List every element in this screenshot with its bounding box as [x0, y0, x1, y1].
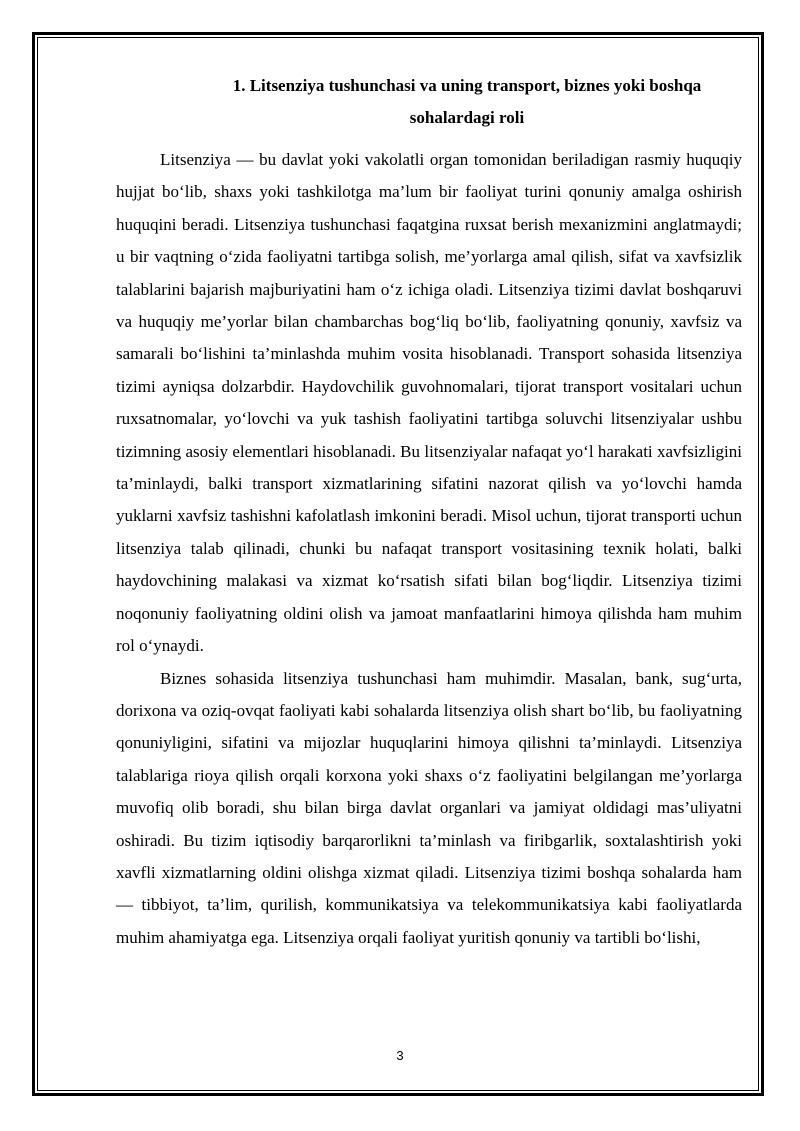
paragraph-business: Biznes sohasida litsenziya tushunchasi ham muhimdir. Masalan, bank, sug‘urta, dorixona va oziq-ovqat faoliyati kabi sohalarda litsenziya olish shart bo‘lib, bu faoliyatning qonuniyligini, sifatini va mijozlar huquqlarini himoya qilishni ta’minlaydi. Litsenziya talablariga rioya qilish orqali korxona yoki shaxs o‘z faoliyatini belgilangan me’yorlarga muvofiq olib boradi, shu bilan birga davlat organlari va jamiyat oldidagi mas’uliyatni oshiradi. Bu tizim iqtisodiy barqarorlikni ta’minlash va firibgarlik, soxtalashtirish yoki xavfli xizmatlarning oldini olishga xizmat qiladi. Litsenziya tizimi boshqa sohalarda ham — tibbiyot, ta’lim, qurilish, kommunikatsiya va telekommunikatsiya kabi faoliyatlarda muhim ahamiyatga ega. Litsenziya orqali faoliyat yuritish qonuniy va tartibli bo‘lishi, — [116, 668, 742, 947]
paragraph-transport: Litsenziya — bu davlat yoki vakolatli organ tomonidan beriladigan rasmiy huquqiy hujjat bo‘lib, shaxs yoki tashkilotga ma’lum bir faoliyat turini qonuniy amalga oshirish huquqini beradi. Litsenziya tushunchasi faqatgina ruxsat berish mexanizmini anglatmaydi; u bir vaqtning o‘zida faoliyatni tartibga solish, me’yorlarga amal qilish, sifat va xavfsizlik talablarini bajarish majburiyatini ham o‘z ichiga oladi. Litsenziya tizimi davlat boshqaruvi va huquqiy me’yorlar bilan chambarchas bog‘liq bo‘lib, faoliyatning qonuniy, xavfsiz va samarali bo‘lishini ta’minlashda muhim vosita hisoblanadi. Transport sohasida litsenziya tizimi ayniqsa dolzarbdir. Haydovchilik guvohnomalari, tijorat transport vositalari uchun ruxsatnomalar, yo‘lovchi va yuk tashish faoliyatini tartibga soluvchi litsenziyalar ushbu tizimning asosiy elementlari hisoblanadi. Bu litsenziyalar nafaqat yo‘l harakati xavfsizligini ta’minlaydi, balki transport xizmatlarining sifatini nazorat qilish va yo‘lovchi hamda yuklarni xavfsiz tashishni kafolatlash imkonini beradi. Misol uchun, tijorat transporti uchun litsenziya talab qilinadi, chunki bu nafaqat transport vositasining texnik holati, balki haydovchining malakasi va xizmat ko‘rsatish sifati bilan bog‘liqdir. Litsenziya tizimi noqonuniy faoliyatning oldini olish va jamoat manfaatlarini himoya qilishda ham muhim rol o‘ynaydi. — [116, 150, 742, 656]
document-body — [116, 70, 742, 954]
section-heading: 1. Litsenziya tushunchasi va uning transport, biznes yoki boshqa sohalardagi roli — [232, 76, 702, 127]
page-number: 3 — [396, 1048, 404, 1063]
